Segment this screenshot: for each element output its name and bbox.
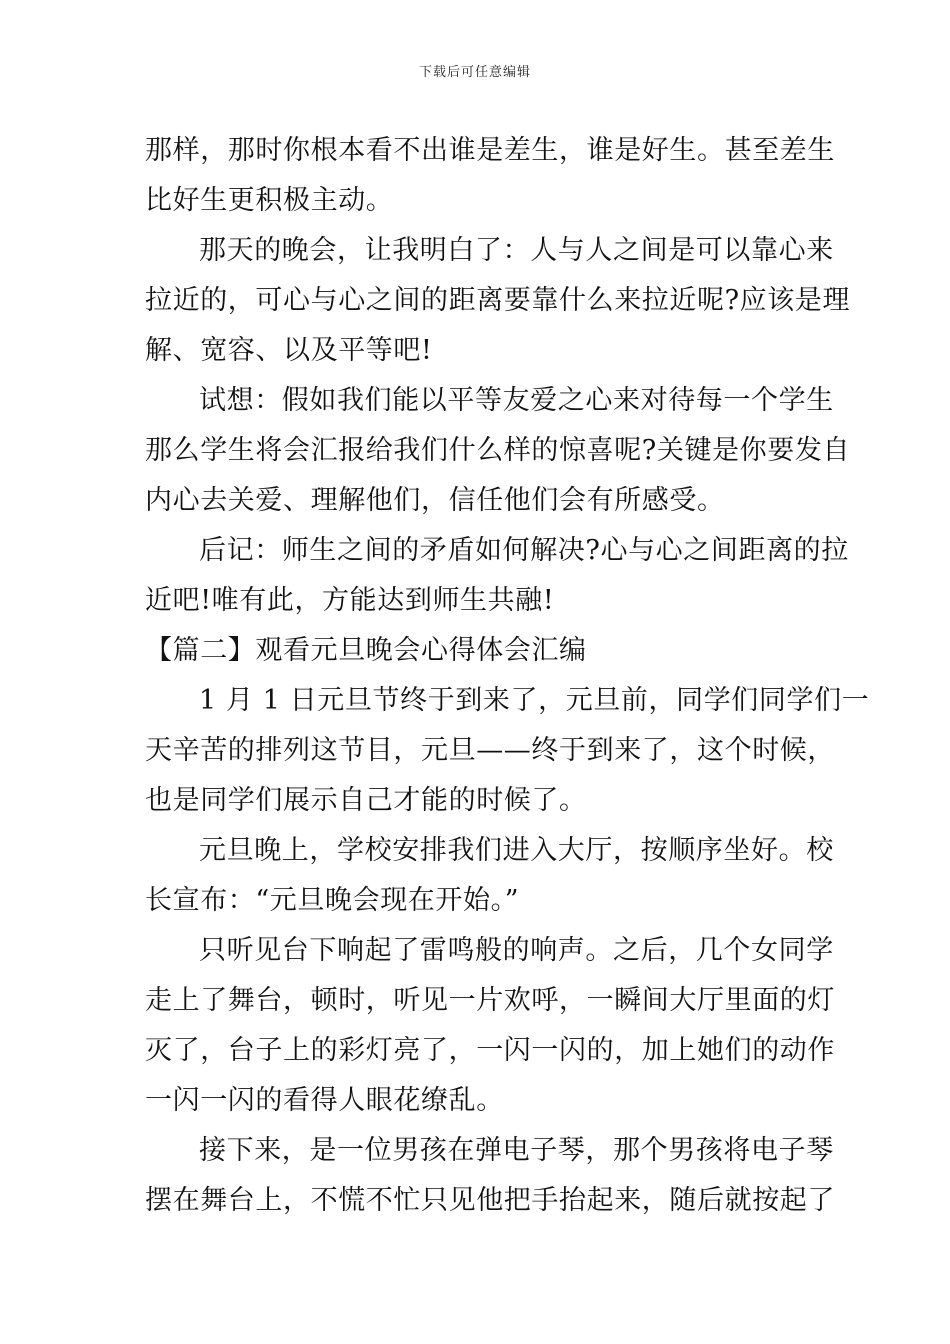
text-line: 元旦晚上，学校安排我们进入大厅，按顺序坐好。校: [199, 835, 834, 866]
document-body: [145, 126, 870, 1226]
text-line: 内心去关爱、理解他们，信任他们会有所感受。: [145, 485, 725, 516]
text-line: 那么学生将会汇报给我们什么样的惊喜呢?关键是你要发自: [145, 435, 851, 466]
text-line: 比好生更积极主动。: [145, 185, 394, 216]
text-line: 近吧!唯有此，方能达到师生共融!: [145, 585, 555, 616]
text-line: 接下来，是一位男孩在弹电子琴，那个男孩将电子琴: [199, 1135, 834, 1166]
text-line: 只听见台下响起了雷鸣般的响声。之后，几个女同学: [199, 935, 834, 966]
section-heading: 【篇二】观看元旦晚会心得体会汇编: [145, 635, 587, 666]
text-line: 试想：假如我们能以平等友爱之心来对待每一个学生: [199, 385, 834, 416]
text-line: 灭了，台子上的彩灯亮了，一闪一闪的，加上她们的动作: [145, 1035, 835, 1066]
text-line: 一闪一闪的看得人眼花缭乱。: [145, 1085, 504, 1116]
text-line: 那样，那时你根本看不出谁是差生，谁是好生。甚至差生: [145, 135, 835, 166]
text-line: 拉近的，可心与心之间的距离要靠什么来拉近呢?应该是理: [145, 285, 851, 316]
text-line: 走上了舞台，顿时，听见一片欢呼，一瞬间大厅里面的灯: [145, 985, 835, 1016]
text-line: 摆在舞台上，不慌不忙只见他把手抬起来，随后就按起了: [145, 1185, 835, 1216]
text-line: 长宣布：“元旦晚会现在开始。”: [145, 885, 520, 916]
text-line: 解、宽容、以及平等吧!: [145, 335, 433, 366]
text-line: 后记：师生之间的矛盾如何解决?心与心之间距离的拉: [199, 535, 849, 566]
text-line: 也是同学们展示自己才能的时候了。: [145, 785, 587, 816]
text-line: 1 月 1 日元旦节终于到来了，元旦前，同学们同学们一: [199, 685, 870, 716]
text-line: 那天的晚会，让我明白了：人与人之间是可以靠心来: [199, 235, 834, 266]
text-line: 天辛苦的排列这节目，元旦——终于到来了，这个时候，: [145, 735, 835, 766]
header-note: 下载后可任意编辑: [418, 65, 531, 80]
